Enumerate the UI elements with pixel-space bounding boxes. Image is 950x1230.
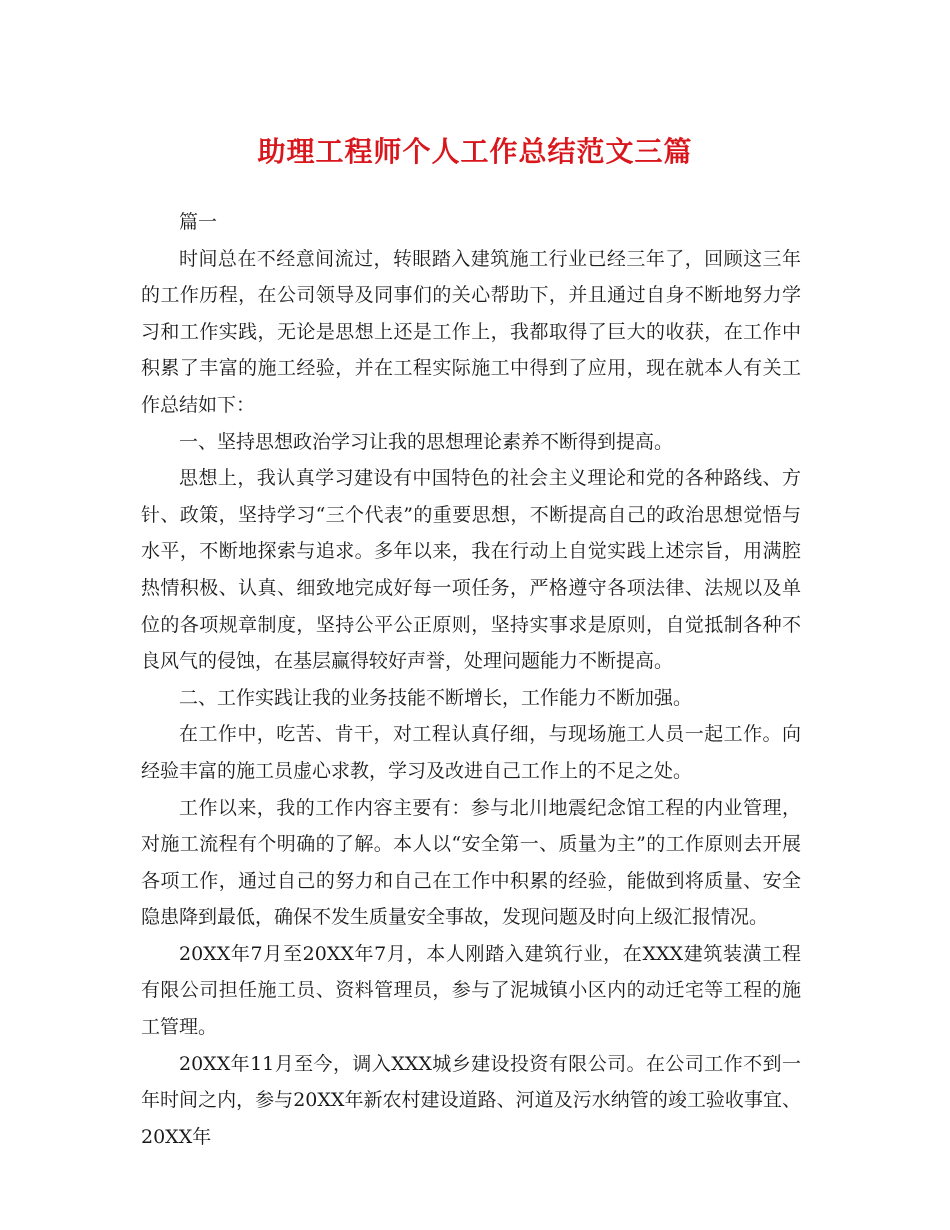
paragraph: 20XX年11月至今，调入XXX城乡建设投资有限公司。在公司工作不到一年时间之内，参与20XX年新农村建设道路、河道及污水纳管的竣工验收事宜、20XX年 <box>141 1052 801 1148</box>
paragraph: 20XX年7月至20XX年7月，本人刚踏入建筑行业，在XXX建筑装潢工程有限公司担任施工员、资料管理员，参与了泥城镇小区内的动迁宅等工程的施工管理。 <box>141 942 801 1039</box>
paragraph: 思想上，我认真学习建设有中国特色的社会主义理论和党的各种路线、方针、政策，坚持学习“三个代表”的重要思想，不断提高自己的政治思想觉悟与水平，不断地探索与追求。多年以来，我在行动上自觉实践上述宗旨，用满腔热情积极、认真、细致地完成好每一项任务，严格遵守各项法律、法规以及单位的各项规章制度，坚持公平公正原则，坚持实事求是原则，自觉抵制各种不良风气的侵蚀，在基层赢得较好声誉，处理问题能力不断提高。 <box>141 467 801 673</box>
paragraph: 在工作中，吃苦、肯干，对工程认真仔细，与现场施工人员一起工作。向经验丰富的施工员虚心求教，学习及改进自己工作上的不足之处。 <box>141 723 801 782</box>
paragraph: 工作以来，我的工作内容主要有：参与北川地震纪念馆工程的内业管理，对施工流程有个明确的了解。本人以“安全第一、质量为主”的工作原则去开展各项工作，通过自己的努力和自己在工作中积累的经验，能做到将质量、安全隐患降到最低，确保不发生质量安全事故，发现问题及时向上级汇报情况。 <box>141 796 801 929</box>
paragraph-heading: 二、工作实践让我的业务技能不断增长，工作能力不断加强。 <box>179 686 693 709</box>
document-title: 助理工程师个人工作总结范文三篇 <box>257 135 693 168</box>
section-heading: 篇一 <box>179 211 218 233</box>
document-body <box>141 204 801 1155</box>
paragraph: 时间总在不经意间流过，转眼踏入建筑施工行业已经三年了，回顾这三年的工作历程，在公司领导及同事们的关心帮助下，并且通过自身不断地努力学习和工作实践，无论是思想上还是工作上，我都取得了巨大的收获，在工作中积累了丰富的施工经验，并在工程实际施工中得到了应用，现在就本人有关工作总结如下： <box>141 247 801 416</box>
paragraph-heading: 一、坚持思想政治学习让我的思想理论素养不断得到提高。 <box>179 430 674 453</box>
